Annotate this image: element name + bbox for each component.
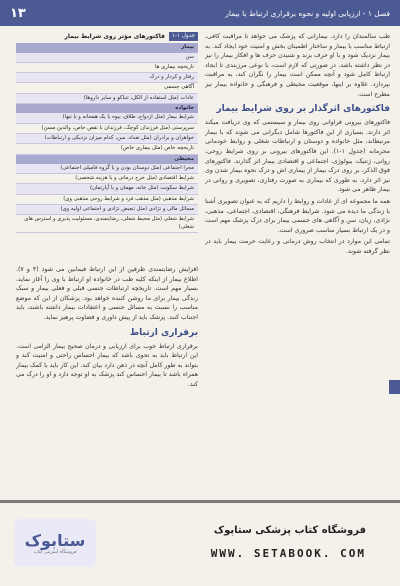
table-row: سن <box>16 53 198 63</box>
right-column <box>205 32 390 502</box>
chapter-title: فصل ۱ - ارزیابی اولیه و نحوه برقراری ارتباط با بیمار <box>225 8 390 18</box>
factors-table <box>16 32 198 264</box>
table-row: مسائل مالی و نژادی (مثل تبعیض نژادی و اجتماعی اولیه وی) <box>16 205 198 215</box>
table-section-header: بیمار <box>16 43 198 52</box>
table-row: خواهران و برادران (مثل تعداد، سن، کدام میزان نزدیکی و ارتباطات) <box>16 134 198 144</box>
paragraph: برقراری ارتباط خوب برای ارزیابی و درمان صحیح بیمار الزامی است. این ارتباط باید به نحوی باشد که بیمار احساس راحتی و امنیت کند و بتواند به طور کامل آنچه در ذهن دارد بیان کند. این کار باید با کمک بیمار همراه باشد تا بیمار احساس کند پزشک به او توجه دارد و او را درک می کند. <box>16 342 198 388</box>
table-row: عادات (مثل استفاده از الکل، تنباکو و سایر داروها) <box>16 94 198 104</box>
table-badge: جدول ۱-۱ <box>169 32 198 41</box>
page-edge-marker <box>389 380 400 394</box>
paragraph: طب سالمندان را دارد. بیمارانی که پزشک می خواهد تا مراقبت کافی، ارتباط مناسب با بیمار و ساختار اطمینان بخش و امنیت خود ایجاد کند. به بیمار نزدیک شود و با او حرف بزند و شنیدن حرف ها و افکار بیمار را نیز در نظر داشته باشد. در صورتی که لازم است، با نوعی مرزبندی تا ایجاد ارتباط کامل شود و آنچه ممکن است بیمار را نگران کند، به مراقبت بپردازد. علاوه بر اینها، موقعیت محیطی و فرهنگی و خانواده بیمار نیز مطرح است. <box>205 33 390 98</box>
table-row: رفتار و کردار و درک <box>16 73 198 83</box>
left-column <box>16 265 198 480</box>
table-rows <box>16 43 198 233</box>
table-row: مجرا اجتماعی (مثل دوستان بودن و یا گروه فامیلی اجتماعی) <box>16 164 198 174</box>
paragraph: همه ما مجموعه ای از عادات و روابط را داریم که به عنوان تصویری آشنا با زندگی ما دیده می شود. شرایط فرهنگی، اقتصادی، اجتماعی، مذهبی، نژادی، زبان، سن و آگاهی های جسمی بیمار برای درک پزشک مهم است و در یک ارتباط بسیار مناسب ضروری است. <box>205 197 390 234</box>
logo-mark: ستابوک <box>24 531 86 550</box>
table-row: آگاهی جسمی <box>16 83 198 93</box>
table-row: تاریخچه خاص (مثل بیماری خاص) <box>16 144 198 154</box>
paragraph: تمامی این موارد در انتخاب روش درمانی و رعایت حرمت بیمار باید در نظر گرفته شوند. <box>205 238 390 255</box>
page-header <box>0 0 400 26</box>
table-row: سرپرستی (مثل فرزندان کوچک، فرزندان با نقص خاص، والدین مسن) <box>16 124 198 134</box>
paragraph: فاکتورهای بیرونی فراوانی روی بیمار و سیستمی که وی دریافت میکند اثر دارند. بسیاری از این فاکتورها شامل دیگرانی می شوند که با بیمار مرتبطاند، مثل خانواده و دوستان و ارتباطات شغلی و روابط خودمانی محرمانه (جدول ۱-۱). این فاکتورهای بیرونی بر روی شرایط روحی، روانی، ژنتیک، بیولوژی، اجتماعی و اقتصادی بیمار اثر گذارند. فاکتورهای فوق الذکر، بر روی درک بیمار از بیماری اش و درک نحوه بیمار شدن وی نیز اثر دارد. به طوری که بیماری به صورت رفتاری، تصویری و روانی در بیمار ظاهر می شود. <box>205 119 390 194</box>
store-name: فروشگاه کتاب پزشکی ستاپوک <box>213 525 366 536</box>
store-footer <box>0 500 400 586</box>
table-row: شرایط بیمار (مثل ازدواج، طلاق، بیوه یا یک همخانه و یا تنها) <box>16 113 198 123</box>
table-row: شرایط اقتصادی (مثل خرج درمانی و یا هزینه شخصی) <box>16 174 198 184</box>
table-title: فاکتورهای مؤثر روی شرایط بیمار <box>64 33 165 40</box>
table-row: تاریخچه بیماری ها <box>16 63 198 73</box>
section-title-factors: فاکتورهای اثرگذار بر روی شرایط بیمار <box>216 104 390 115</box>
store-website[interactable]: WWW. SETABOOK. COM <box>210 547 366 560</box>
table-row: شرایط شغلی (مثل محیط شغلی، رضایتمندی، مسئولیت پذیری و استرس های شغلی) <box>16 215 198 233</box>
table-section-header: محیطی <box>16 155 198 164</box>
paragraph: افزایش رضایتمندی طرفین از این ارتباط فیمابین می شود (۴ و ۷). اطلاع بیمار از اینکه کلیه طب در خانواده او ارتباط با وی را آغاز نماید، بسیار مهم است. تاریخچه ارتباطات جنسی قبلی و فعلی بیمار و سبک زندگی بیمار برای ما روشن کننده خواهد بود. پزشکان از این که موضع مناسب را نسبت به مسائل جنسی و اعتقادات بیمار داشته باشند، باید اجتناب کنند. پزشک باید از پیش داوری و قضاوت پرهیز نماید. <box>16 266 198 321</box>
page-number: ۱۳ <box>10 5 26 21</box>
table-section-header: خانواده <box>16 104 198 113</box>
section-title-communication: برقراری ارتباط <box>129 327 198 338</box>
logo-subtitle: فروشگاه اینترنتی کتاب <box>33 550 77 555</box>
store-logo <box>14 519 96 567</box>
table-row: شرایط مذهبی (مثل مذهب فرد و شرایط روحی مذهبی وی) <box>16 195 198 205</box>
table-caption <box>16 32 198 41</box>
table-row: شرایط سکونت (مثل خانه، مهمان و یا آپارتمان) <box>16 184 198 194</box>
